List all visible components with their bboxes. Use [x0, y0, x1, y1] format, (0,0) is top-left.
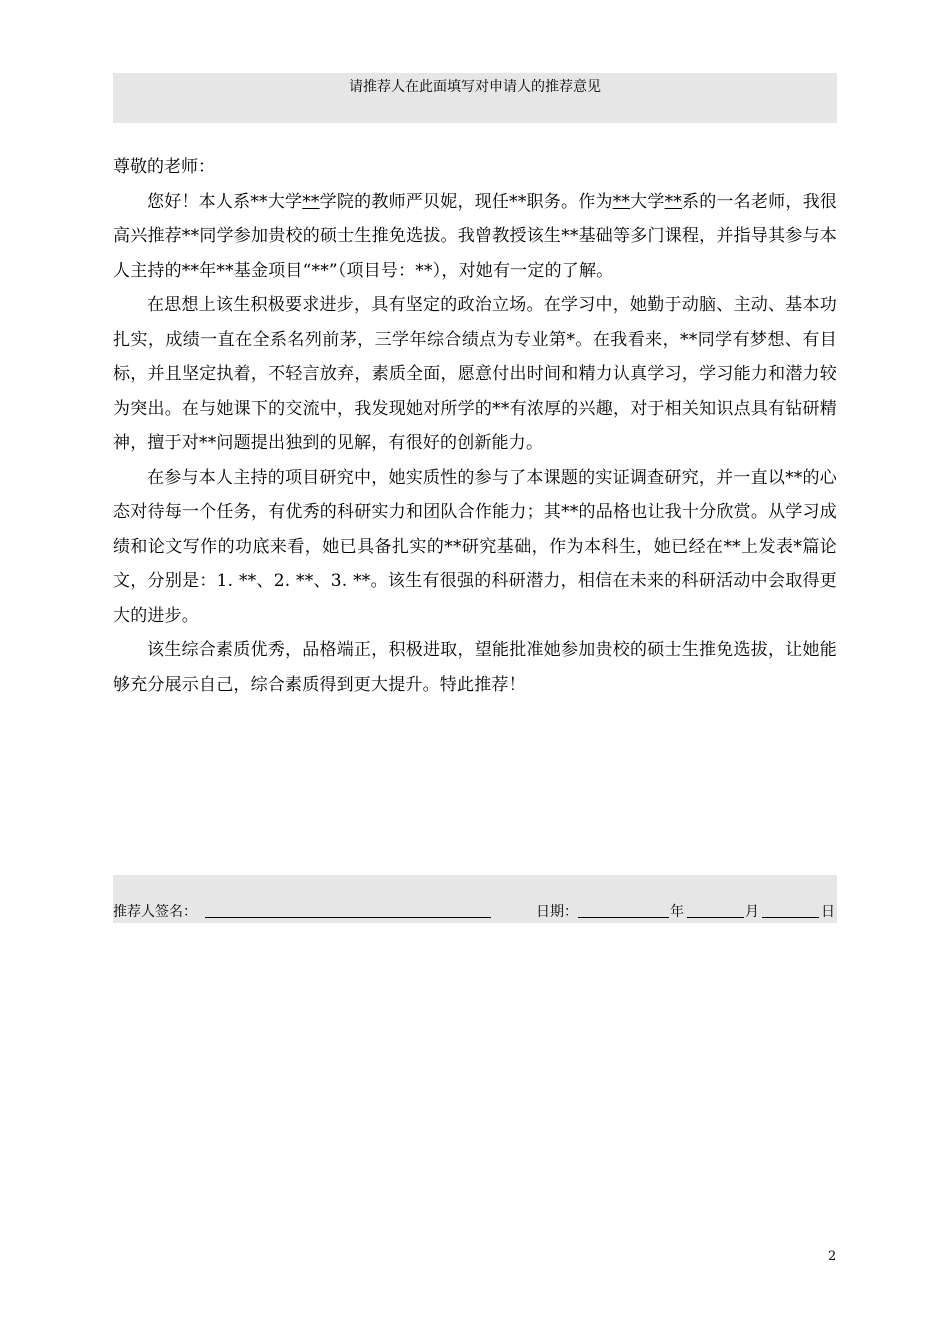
day-label: 日	[821, 904, 835, 920]
p1-text-1: 您好！本人系**大学	[147, 191, 303, 212]
instruction-text: 请推荐人在此面填写对申请人的推荐意见	[349, 79, 601, 95]
page-number: 2	[828, 1249, 837, 1264]
letter-paragraph-1	[113, 185, 837, 289]
recommendation-letter	[113, 150, 837, 702]
p1-text-2: 学院的教师严贝妮，现任**职务。作为	[319, 191, 613, 212]
letter-paragraph-3: 在参与本人主持的项目研究中，她实质性的参与了本课题的实证调查研究，并一直以**的心态对待每一个任务，有优秀的科研实力和团队合作能力；其**的品格也让我十分欣赏。从学习成绩和论文写作的功底来看，她已具备扎实的**研究基础，作为本科生，她已经在**上发表*篇论文，分别是：1. **、2. **、3. **。该生有很强的科研潜力，相信在未来的科研活动中会取得更大的进步。	[113, 467, 837, 626]
year-label: 年	[670, 904, 684, 920]
month-line[interactable]	[687, 917, 744, 918]
instruction-banner	[113, 73, 837, 123]
date-label: 日期：	[536, 904, 578, 920]
signer-label: 推荐人签名：	[113, 904, 197, 920]
p1-text-3: 大学	[630, 191, 665, 212]
year-line[interactable]	[578, 917, 669, 918]
p1-underlined-1: **	[302, 191, 320, 212]
day-line[interactable]	[762, 917, 819, 918]
p1-text-4: 系的一名老师，我很高兴推荐**同学参加贵校的硕士生推免选拔。我曾教授该生**基础等多门课程，并指导其参与本人主持的**年**基金项目“**”（项目号：**），对她有一定的了解。	[113, 191, 838, 281]
signature-section	[113, 875, 837, 923]
signature-line[interactable]	[205, 917, 491, 918]
letter-greeting: 尊敬的老师：	[113, 157, 215, 177]
p1-underlined-2: **	[612, 191, 631, 212]
month-label: 月	[745, 904, 759, 920]
p1-underlined-3: **	[664, 191, 682, 212]
letter-paragraph-2: 在思想上该生积极要求进步，具有坚定的政治立场。在学习中，她勤于动脑、主动、基本功扎实，成绩一直在全系名列前茅，三学年综合绩点为专业第*。在我看来，**同学有梦想、有目标，并且坚定执着，不轻言放弃，素质全面，愿意付出时间和精力认真学习，学习能力和潜力较为突出。在与她课下的交流中，我发现她对所学的**有浓厚的兴趣，对于相关知识点具有钻研精神，擅于对**问题提出独到的见解，有很好的创新能力。	[113, 295, 837, 453]
letter-paragraph-4: 该生综合素质优秀，品格端正，积极进取，望能批准她参加贵校的硕士生推免选拔，让她能够充分展示自己，综合素质得到更大提升。特此推荐！	[113, 640, 837, 695]
